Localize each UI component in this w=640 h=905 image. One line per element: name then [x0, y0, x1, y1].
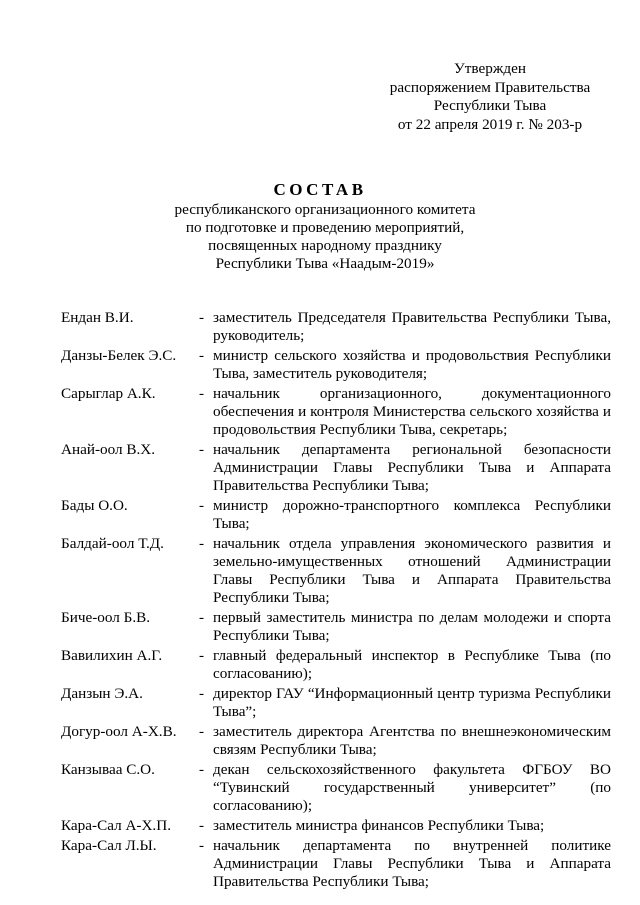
- approval-line: распоряжением Правительства: [389, 78, 591, 96]
- member-name: Канзываа С.О.: [61, 761, 155, 778]
- member-dash: -: [199, 497, 205, 514]
- document-title: СОСТАВ: [273, 180, 367, 199]
- member-role: декан сельскохозяйственного факультета ФГБОУ ВО “Тувинский государственный университет” (по согласованию);: [213, 761, 611, 814]
- member-row: [61, 309, 611, 345]
- members-list: [61, 309, 611, 893]
- member-dash: -: [199, 647, 205, 664]
- member-name: Данзын Э.А.: [61, 685, 143, 702]
- member-name: Вавилихин А.Г.: [61, 647, 163, 664]
- member-name: Биче-оол Б.В.: [61, 609, 151, 626]
- member-name: Догур-оол А-Х.В.: [61, 723, 177, 740]
- member-role: заместитель директора Агентства по внешнеэкономическим связям Республики Тыва;: [213, 723, 611, 758]
- member-name: Бады О.О.: [61, 497, 128, 514]
- subtitle-line: Республики Тыва «Наадым-2019»: [215, 255, 435, 272]
- member-row: [61, 441, 611, 495]
- approval-line: Республики Тыва: [433, 97, 547, 115]
- member-name: Балдай-оол Т.Д.: [61, 535, 164, 552]
- member-dash: -: [199, 837, 205, 854]
- member-dash: -: [199, 385, 205, 402]
- member-role: директор ГАУ “Информационный центр туризма Республики Тыва”;: [213, 685, 611, 720]
- member-row: [61, 535, 611, 607]
- member-row: [61, 817, 611, 835]
- member-row: [61, 723, 611, 759]
- approval-stamp: [372, 60, 608, 134]
- member-role: главный федеральный инспектор в Республике Тыва (по согласованию);: [213, 647, 611, 682]
- member-role: начальник организационного, документационного обеспечения и контроля Министерства сельского хозяйства и продовольствия Республики Тыва, секретарь;: [213, 385, 611, 438]
- member-row: [61, 647, 611, 683]
- member-dash: -: [199, 535, 205, 552]
- member-name: Ендан В.И.: [61, 309, 134, 326]
- member-name: Данзы-Белек Э.С.: [61, 347, 177, 364]
- subtitle-line: по подготовке и проведению мероприятий,: [185, 219, 465, 236]
- member-name: Анай-оол В.Х.: [61, 441, 156, 458]
- approval-line: от 22 апреля 2019 г. № 203-р: [397, 115, 583, 133]
- member-role: начальник департамента по внутренней политике Администрации Главы Республики Тыва и Аппарата Правительства Республики Тыва;: [213, 837, 611, 890]
- member-dash: -: [199, 685, 205, 702]
- member-row: [61, 497, 611, 533]
- member-name: Сарыглар А.К.: [61, 385, 156, 402]
- member-role: начальник департамента региональной безопасности Администрации Главы Республики Тыва и Аппарата Правительства Республики Тыва;: [213, 441, 611, 494]
- subtitle-line: посвященных народному празднику: [208, 237, 442, 254]
- approval-line: Утвержден: [454, 60, 526, 77]
- member-name: Кара-Сал Л.Ы.: [61, 837, 157, 854]
- member-row: [61, 837, 611, 891]
- member-row: [61, 685, 611, 721]
- member-role: заместитель Председателя Правительства Республики Тыва, руководитель;: [213, 309, 611, 344]
- member-dash: -: [199, 309, 205, 326]
- member-dash: -: [199, 761, 205, 778]
- member-row: [61, 347, 611, 383]
- member-dash: -: [199, 347, 205, 364]
- document-subtitle: [150, 201, 500, 273]
- member-name: Кара-Сал А-Х.П.: [61, 817, 171, 834]
- member-dash: -: [199, 817, 205, 834]
- member-role: министр дорожно-транспортного комплекса Республики Тыва;: [213, 497, 611, 532]
- member-dash: -: [199, 609, 205, 626]
- member-dash: -: [199, 723, 205, 740]
- subtitle-line: республиканского организационного комитета: [174, 201, 476, 218]
- member-role: начальник отдела управления экономического развития и земельно-имущественных отношений Администрации Главы Республики Тыва и Аппарата Правительства Республики Тыва;: [213, 535, 611, 606]
- member-role: министр сельского хозяйства и продовольствия Республики Тыва, заместитель руководителя;: [213, 347, 611, 382]
- member-role: заместитель министра финансов Республики Тыва;: [213, 817, 545, 834]
- member-role: первый заместитель министра по делам молодежи и спорта Республики Тыва;: [213, 609, 611, 644]
- member-row: [61, 609, 611, 645]
- member-row: [61, 761, 611, 815]
- member-row: [61, 385, 611, 439]
- member-dash: -: [199, 441, 205, 458]
